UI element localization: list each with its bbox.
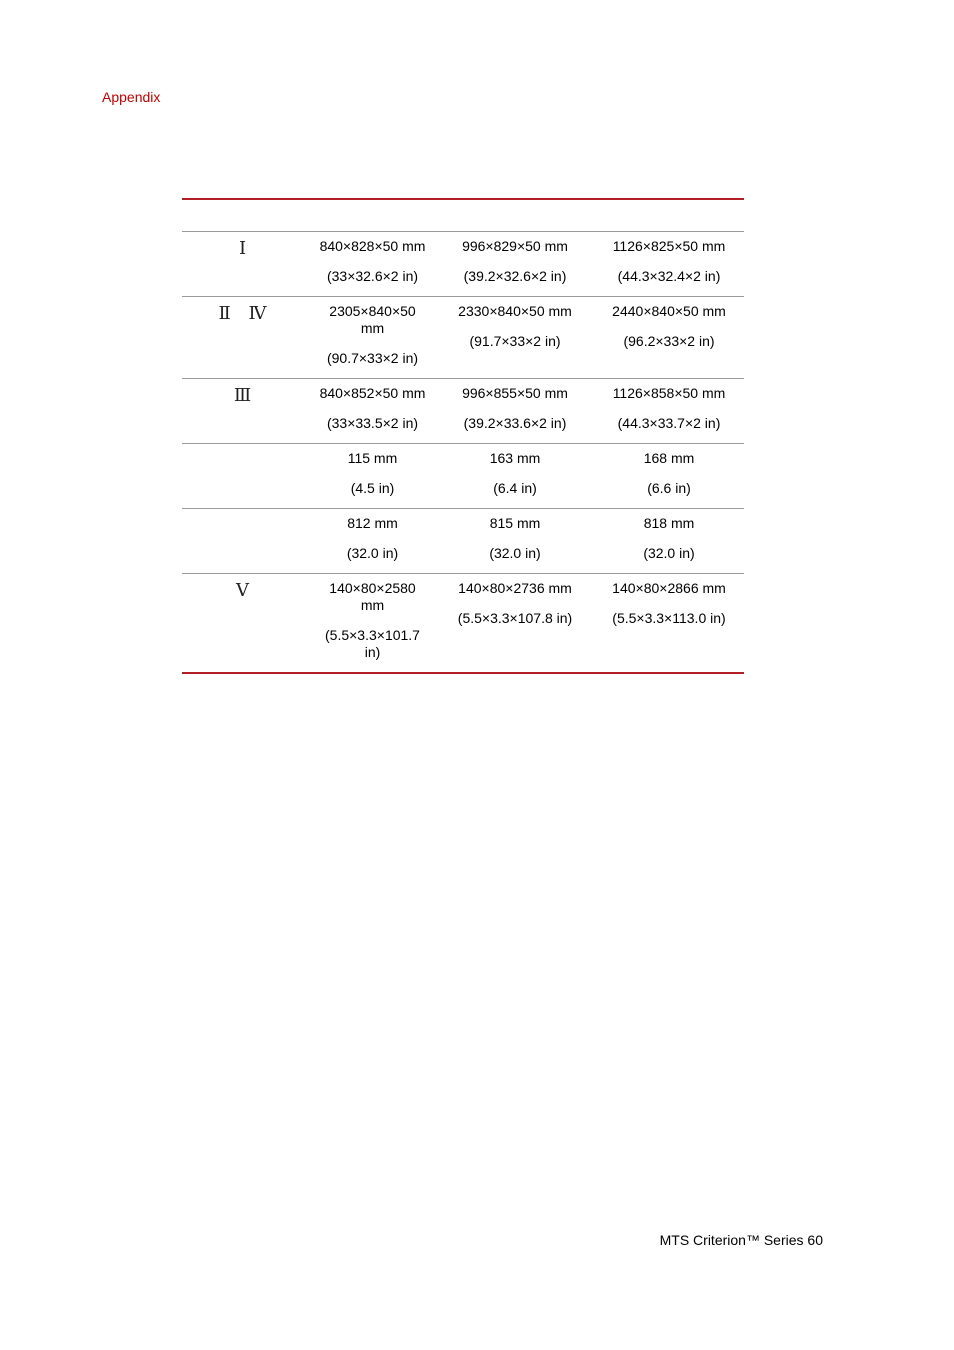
imperial-value: (6.6 in) bbox=[647, 480, 691, 496]
table-cell bbox=[594, 297, 744, 378]
imperial-value: (32.0 in) bbox=[346, 545, 399, 561]
table-cell bbox=[436, 297, 594, 378]
metric-value: 163 mm bbox=[489, 450, 541, 466]
metric-value: 996×855×50 mm bbox=[462, 385, 568, 401]
metric-value: 2440×840×50 mm bbox=[612, 303, 726, 319]
table-cell bbox=[309, 574, 436, 672]
row-label: Ⅱ Ⅳ bbox=[218, 303, 273, 324]
row-label bbox=[182, 444, 309, 508]
metric-value: 115 mm bbox=[347, 450, 398, 466]
imperial-value: (32.0 in) bbox=[643, 545, 695, 561]
imperial-value: (44.3×32.4×2 in) bbox=[617, 268, 721, 284]
metric-value: 1126×858×50 mm bbox=[612, 385, 726, 401]
table-cell bbox=[436, 509, 594, 573]
table-cell bbox=[594, 574, 744, 672]
table-row bbox=[182, 574, 744, 672]
metric-value: 812 mm bbox=[347, 515, 398, 531]
metric-value: 840×852×50 mm bbox=[319, 385, 426, 401]
table-row bbox=[182, 297, 744, 379]
imperial-value: (5.5×3.3×107.8 in) bbox=[457, 610, 573, 626]
table-cell bbox=[309, 297, 436, 378]
metric-value: 840×828×50 mm bbox=[319, 238, 426, 254]
imperial-value: (96.2×33×2 in) bbox=[623, 333, 715, 349]
metric-value: 2330×840×50 mm bbox=[458, 303, 572, 319]
table-cell bbox=[436, 232, 594, 296]
metric-value: 996×829×50 mm bbox=[462, 238, 568, 254]
metric-value: 818 mm bbox=[643, 515, 695, 531]
row-label: Ⅲ bbox=[233, 385, 258, 406]
imperial-value: (32.0 in) bbox=[489, 545, 541, 561]
metric-value: 140×80×2736 mm bbox=[458, 580, 572, 596]
table-cell bbox=[594, 444, 744, 508]
row-label: Ⅰ bbox=[238, 238, 253, 259]
table-cell bbox=[594, 232, 744, 296]
table-cell bbox=[436, 574, 594, 672]
imperial-value: (6.4 in) bbox=[493, 480, 537, 496]
table-header-row bbox=[182, 200, 744, 232]
imperial-value: (4.5 in) bbox=[350, 480, 395, 496]
table-cell bbox=[594, 379, 744, 443]
row-label: Ⅴ bbox=[236, 580, 255, 601]
metric-value: 140×80×2580 mm bbox=[329, 580, 416, 613]
table-row bbox=[182, 232, 744, 297]
imperial-value: (90.7×33×2 in) bbox=[326, 350, 419, 366]
section-header: Appendix bbox=[102, 89, 161, 105]
table-cell bbox=[594, 509, 744, 573]
table-cell bbox=[309, 509, 436, 573]
table-row bbox=[182, 509, 744, 574]
imperial-value: (33×32.6×2 in) bbox=[326, 268, 419, 284]
metric-value: 168 mm bbox=[643, 450, 695, 466]
table-cell bbox=[436, 444, 594, 508]
metric-value: 140×80×2866 mm bbox=[612, 580, 726, 596]
table-cell bbox=[309, 444, 436, 508]
imperial-value: (44.3×33.7×2 in) bbox=[617, 415, 721, 431]
table-cell bbox=[436, 379, 594, 443]
dimensions-table bbox=[182, 198, 744, 674]
table-bottom-rule bbox=[182, 672, 744, 674]
imperial-value: (33×33.5×2 in) bbox=[326, 415, 419, 431]
imperial-value: (39.2×32.6×2 in) bbox=[463, 268, 567, 284]
table-cell bbox=[309, 379, 436, 443]
row-label bbox=[182, 509, 309, 573]
metric-value: 2305×840×50 mm bbox=[329, 303, 416, 336]
imperial-value: (5.5×3.3×101.7 in) bbox=[325, 627, 420, 660]
table-row bbox=[182, 444, 744, 509]
metric-value: 815 mm bbox=[489, 515, 541, 531]
footer-product-name: MTS Criterion™ Series 60 bbox=[659, 1232, 823, 1248]
imperial-value: (5.5×3.3×113.0 in) bbox=[612, 610, 726, 626]
table-row bbox=[182, 379, 744, 444]
imperial-value: (39.2×33.6×2 in) bbox=[463, 415, 567, 431]
table-cell bbox=[309, 232, 436, 296]
metric-value: 1126×825×50 mm bbox=[612, 238, 726, 254]
imperial-value: (91.7×33×2 in) bbox=[469, 333, 561, 349]
